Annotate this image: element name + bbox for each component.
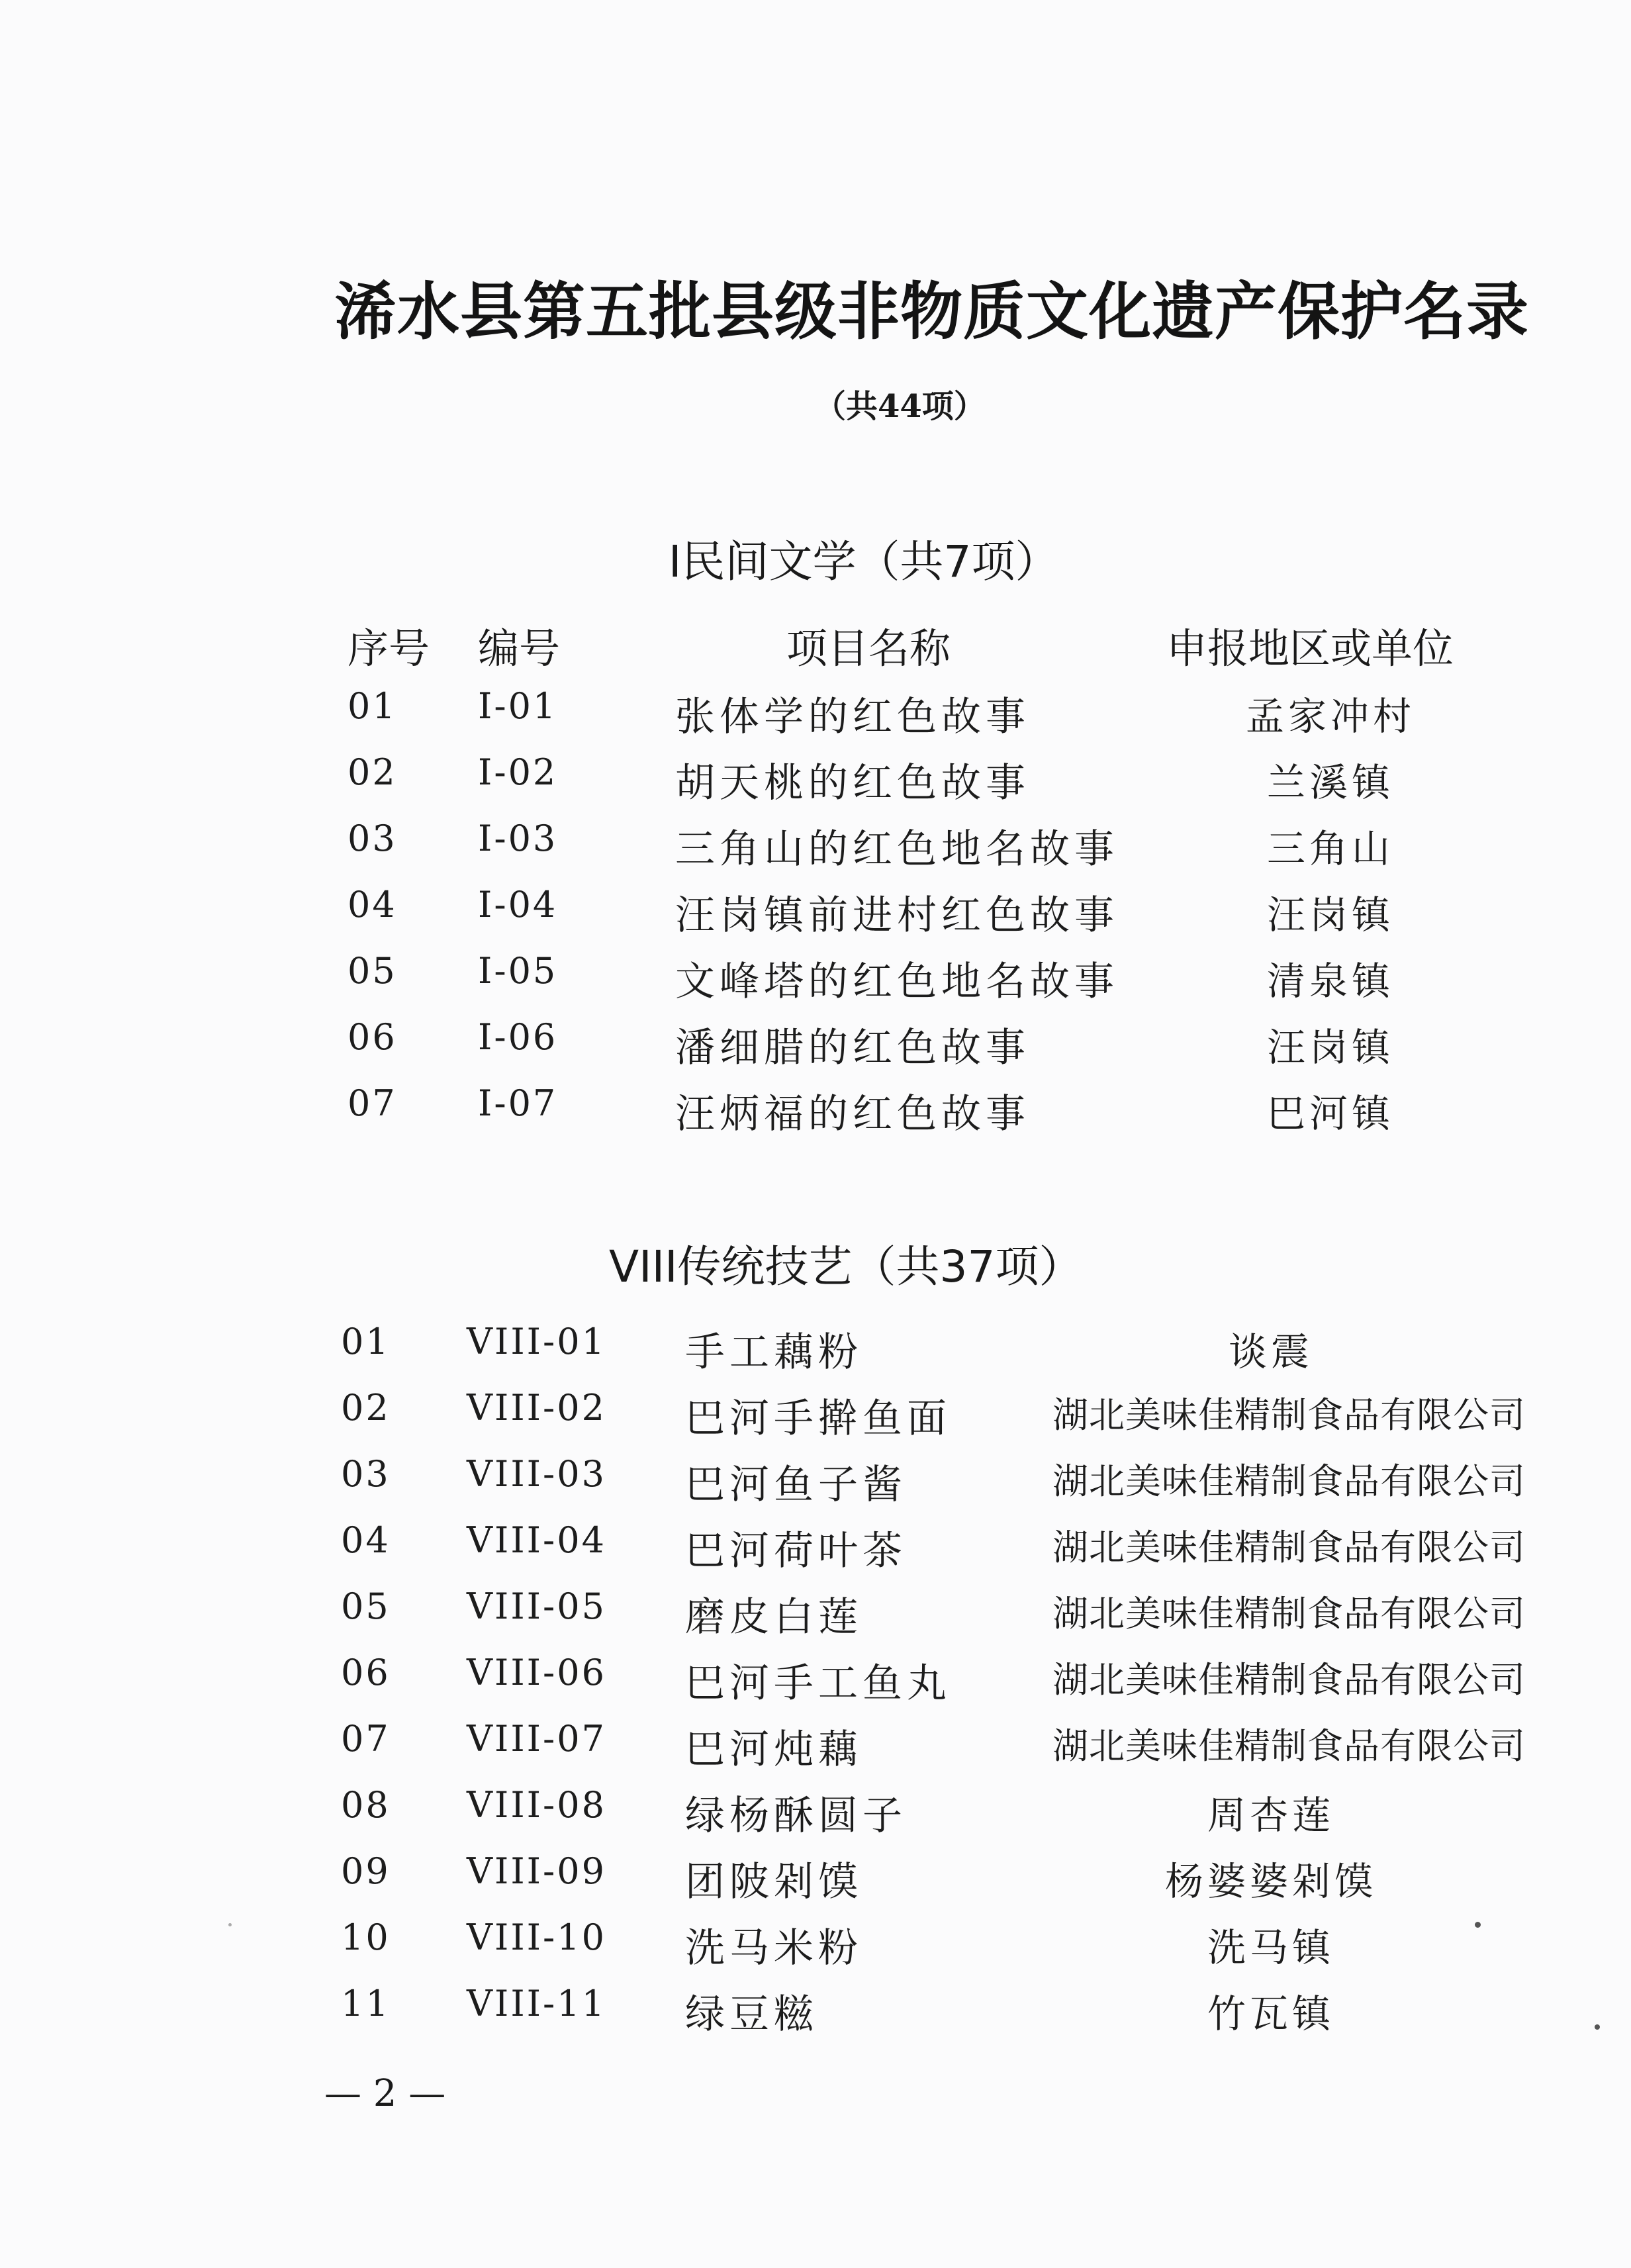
row-name: 磨皮白莲 (685, 1594, 862, 1640)
row-code: I-06 (478, 1016, 558, 1058)
table-row (0, 1784, 1631, 1844)
row-unit: 湖北美味佳精制食品有限公司 (1052, 1460, 1526, 1502)
table-row (0, 751, 1631, 811)
section-heading-traditional-crafts: VIII传统技艺（共37项） (609, 1241, 1083, 1292)
row-code: I-05 (478, 950, 558, 992)
row-code: VIII-07 (467, 1718, 606, 1760)
row-name: 文峰塔的红色地名故事 (675, 959, 1119, 1005)
row-name: 巴河手工鱼丸 (685, 1660, 951, 1707)
table-row (0, 1082, 1631, 1142)
row-seq: 09 (341, 1850, 391, 1892)
row-code: I-02 (478, 751, 558, 793)
row-name: 团陂剁馍 (685, 1859, 862, 1905)
table-row (0, 1387, 1631, 1446)
row-code: VIII-11 (467, 1983, 606, 2024)
row-seq: 02 (348, 751, 397, 793)
row-name: 绿豆糍 (685, 1991, 818, 2038)
row-seq: 03 (341, 1453, 391, 1495)
row-name: 手工藕粉 (685, 1329, 862, 1376)
row-name: 巴河鱼子酱 (685, 1462, 907, 1508)
row-unit: 湖北美味佳精制食品有限公司 (1052, 1593, 1526, 1634)
row-code: I-04 (478, 884, 558, 925)
row-seq: 04 (348, 884, 397, 925)
document-title: 浠水县第五批县级非物质文化遗产保护名录 (334, 275, 1530, 348)
row-name: 巴河荷叶茶 (685, 1528, 907, 1574)
row-code: I-01 (478, 685, 558, 727)
row-name: 汪炳福的红色故事 (675, 1091, 1030, 1137)
scan-speck (1595, 2024, 1600, 2030)
row-unit: 三角山 (1266, 826, 1394, 871)
row-seq: 02 (341, 1387, 391, 1429)
row-unit: 谈震 (1228, 1329, 1313, 1374)
table-row (0, 950, 1631, 1010)
row-seq: 05 (341, 1585, 391, 1627)
row-seq: 03 (348, 818, 397, 859)
row-unit: 兰溪镇 (1266, 760, 1394, 805)
page-number: — 2 — (324, 2072, 446, 2115)
column-header-seq: 序号 (348, 624, 430, 673)
row-unit: 清泉镇 (1266, 959, 1394, 1004)
row-code: I-07 (478, 1082, 558, 1124)
column-header-unit: 申报地区或单位 (1166, 624, 1454, 673)
row-code: VIII-04 (467, 1519, 606, 1561)
table-row (0, 1321, 1631, 1380)
row-unit: 湖北美味佳精制食品有限公司 (1052, 1527, 1526, 1568)
row-name: 汪岗镇前进村红色故事 (675, 892, 1119, 939)
column-header-code: 编号 (478, 624, 561, 673)
column-header-name: 项目名称 (786, 624, 951, 673)
table-row (0, 1016, 1631, 1076)
row-code: VIII-05 (467, 1585, 606, 1627)
row-seq: 06 (348, 1016, 397, 1058)
table-row (0, 685, 1631, 745)
row-seq: 11 (341, 1983, 391, 2024)
row-unit: 杨婆婆剁馍 (1164, 1859, 1377, 1904)
row-seq: 10 (341, 1916, 391, 1958)
row-code: VIII-02 (467, 1387, 606, 1429)
table-row (0, 1916, 1631, 1976)
row-unit: 孟家冲村 (1245, 694, 1415, 739)
row-unit: 洗马镇 (1207, 1925, 1334, 1970)
section-heading-folk-literature: Ⅰ民间文学（共7项） (669, 536, 1059, 587)
scan-speck (1475, 1922, 1481, 1928)
row-name: 巴河手擀鱼面 (685, 1395, 951, 1442)
row-unit: 巴河镇 (1266, 1091, 1394, 1136)
row-seq: 05 (348, 950, 397, 992)
row-name: 洗马米粉 (685, 1925, 862, 1971)
table-row (0, 1519, 1631, 1579)
row-name: 三角山的红色地名故事 (675, 826, 1119, 873)
row-name: 绿杨酥圆子 (685, 1793, 907, 1839)
table-row (0, 1652, 1631, 1711)
row-seq: 04 (341, 1519, 391, 1561)
row-code: VIII-06 (467, 1652, 606, 1693)
table-row (0, 884, 1631, 943)
row-code: VIII-01 (467, 1321, 606, 1362)
row-code: VIII-10 (467, 1916, 606, 1958)
table-row (0, 1850, 1631, 1910)
row-code: VIII-08 (467, 1784, 606, 1826)
document-subtitle: （共44项） (814, 388, 986, 425)
table-row (0, 818, 1631, 877)
row-code: VIII-09 (467, 1850, 606, 1892)
scan-speck (228, 1923, 232, 1926)
row-code: I-03 (478, 818, 558, 859)
row-code: VIII-03 (467, 1453, 606, 1495)
row-unit: 湖北美味佳精制食品有限公司 (1052, 1725, 1526, 1767)
row-name: 巴河炖藕 (685, 1726, 862, 1773)
row-seq: 07 (348, 1082, 397, 1124)
row-unit: 湖北美味佳精制食品有限公司 (1052, 1659, 1526, 1701)
row-seq: 07 (341, 1718, 391, 1760)
row-name: 潘细腊的红色故事 (675, 1025, 1030, 1071)
row-seq: 01 (348, 685, 397, 727)
row-unit: 竹瓦镇 (1207, 1991, 1334, 2036)
row-unit: 汪岗镇 (1266, 1025, 1394, 1070)
row-unit: 周杏莲 (1207, 1793, 1334, 1838)
table-row (0, 1983, 1631, 2042)
table-row (0, 1585, 1631, 1645)
table-row (0, 1453, 1631, 1513)
table-row (0, 1718, 1631, 1777)
row-seq: 06 (341, 1652, 391, 1693)
row-seq: 01 (341, 1321, 391, 1362)
row-unit: 汪岗镇 (1266, 892, 1394, 937)
row-seq: 08 (341, 1784, 391, 1826)
row-unit: 湖北美味佳精制食品有限公司 (1052, 1394, 1526, 1436)
row-name: 胡天桃的红色故事 (675, 760, 1030, 806)
row-name: 张体学的红色故事 (675, 694, 1030, 740)
